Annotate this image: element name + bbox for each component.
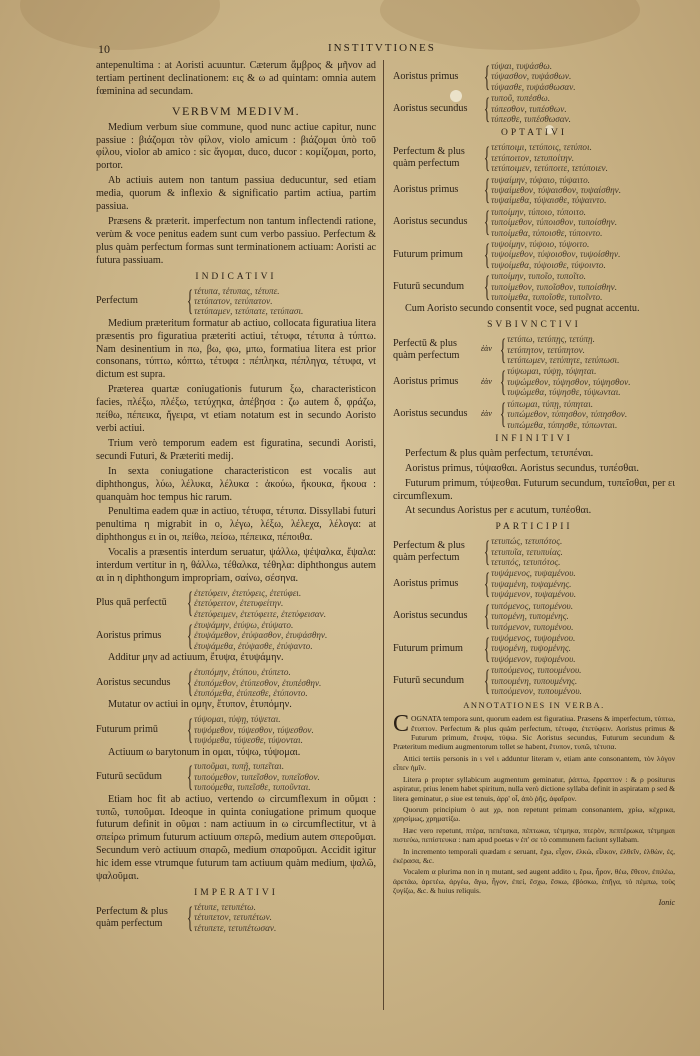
mood-heading: IMPERATIVI <box>194 888 278 898</box>
conjugation-future1 <box>96 714 376 745</box>
conjugation-par-future2 <box>393 665 675 696</box>
conjugation-future2 <box>96 761 376 792</box>
page-header <box>0 42 700 58</box>
tense-label: Futurū secundum <box>393 280 465 292</box>
brace-icon: { <box>186 712 194 746</box>
conjugation-opt-aorist1 <box>393 175 675 206</box>
brace-icon: { <box>483 663 491 697</box>
tense-label: Aoristus primus <box>393 578 459 590</box>
paragraph: In sexta coniugatione characteristicon est vocalis aut diphthongus, λύω, λέλυκα, λέλυκα : ἀκούω, ἤκουκα, ἤκουα : quanquàm hoc tempus hic rarum. <box>96 465 376 503</box>
mood-heading: OPTATIVI <box>501 128 567 139</box>
column-rule <box>383 60 384 1010</box>
paragraph: Futurum primum, τύψεσθαι. Futurum secundum, τυπεῖσθαι, per ει circumflexum. <box>393 477 675 502</box>
running-head: INSTITVTIONES <box>328 42 436 54</box>
paragraph: Etiam hoc fit ab actiuo, vertendo ω circumflexum in οῦμαι : τυπῶ, τυποῦμαι. Ideoque in quinta coniugatione primum quoque futurum definit in οῦμαι : nam actiuum in ω circumflectitur, vt à σπείρω primum futurum actiuum σπερῶ, medium autem σπεροῦμαι. Secundum verò actiuum σπαρῶ, medium σπαροῦμαι. Accidit igitur hic idem esse vtrumque futurum tam actiuum quàm medium, ψαλῶ, ψαλοῦμαι. <box>96 793 376 883</box>
paragraph: Præterea quartæ coniugationis futurum ξω, characteristicon facies, πλέξω, πλέξω, τετύχηκα, ἀπέβησα : ζω autem δ, φράζω, πείθω, πέπεικα, ἤγειρα, vt etiam notatum est in secundo Aoristo verbi actiui. <box>96 384 376 434</box>
tense-label: Perfectum & plus quàm perfectum <box>393 539 465 563</box>
verb-forms: τυποίμην, τυποῖο, τυποῖτο. τυποίμεθον, τυποῖσθον, τυποίσθην. τυποίμεθα, τυποῖσθε, τυποῖντο. <box>491 271 618 303</box>
verb-forms: τυψάμενος, τυψαμένου. τυψαμένη, τυψαμένης. τυψάμενον, τυψαμένου. <box>491 568 577 600</box>
brace-icon: { <box>186 284 194 318</box>
tense-label: Futurū secundum <box>393 674 465 686</box>
conjugation-perfectum <box>96 286 376 317</box>
mood-heading: SVBIVNCTIVI <box>487 320 581 331</box>
paragraph: Præsens & præterit. imperfectum non tantum inflectendi ratione, verùm & voce penitus eadem sunt cum verbo passiuo. Perfectum & plus quàm perfectum formas sunt terminationem actiuam: Aoristi ac futura passiuam. <box>96 215 376 266</box>
brace-icon: { <box>483 140 491 174</box>
conjugation-par-perfect <box>393 536 675 567</box>
verb-forms: τυπόμενος, τυπομένου. τυπομένη, τυπομένης. τυπόμενον, τυπομένου. <box>491 600 574 632</box>
annotations <box>393 711 676 907</box>
verb-forms: τετύποιμι, τετύποις, τετύποι. τετύποιτον, τετυποίτην. τετύποιμεν, τετύποιτε, τετύποιεν. <box>491 142 608 174</box>
conjugation-opt-future2 <box>393 271 675 302</box>
conjugation-opt-aorist2 <box>393 207 675 238</box>
tense-label: Futurum primum <box>393 642 463 654</box>
verb-forms: τυποῦ, τυπέσθω. τύπεσθον, τυπέσθων. τύπεσθε, τυπέσθωσαν. <box>491 93 571 125</box>
verb-forms: ἐτετύφειν, ἐτετύφεις, ἐτετύφει. ἐτετύφειτον, ἐτετυφείτην. ἐτετύφειμεν, ἐτετύφειτε, ἐτετύφεισαν. <box>194 587 327 619</box>
particle: ἐὰν <box>481 344 492 354</box>
conjugation-sub-aorist2 <box>393 399 675 430</box>
verb-forms: τετυπώς, τετυπότος. τετυπυῖα, τετυπυίας. τετυπός, τετυπότος. <box>491 536 563 568</box>
tense-label: Aoristus primus <box>393 184 459 196</box>
paragraph: Ab actiuis autem non tantum passiua deducuntur, sed etiam media, quorum & inflexio & significatio partim actiua, partim passiua. <box>96 175 376 213</box>
conjugation-par-future1 <box>393 633 675 664</box>
verb-forms: τυποίμην, τύποιο, τύποιτο. τυποίμεθον, τύποισθον, τυποίσθην. τυποίμεθα, τύποισθε, τύποιντο. <box>491 206 618 238</box>
brace-icon: { <box>483 567 491 601</box>
paragraph: Trium verò temporum eadem est figuratina, secundi Aoristi, secundi Futuri, & Præteriti medij. <box>96 437 376 462</box>
tense-label: Aoristus secundus <box>393 216 468 228</box>
paragraph: Cum Aoristo secundo consentit voce, sed pugnat accentu. <box>405 303 640 315</box>
mood-heading: INFINITIVI <box>495 433 573 444</box>
conjugation-imperative-perfect <box>96 902 376 933</box>
intro-text: antepenultima : at Aoristi acuuntur. Cæterum ἄμβρος & μῆνον ad tertiam pertinent declinationem: εις & ω ad quintam: omnia autem fœminina ad secundam. <box>96 60 376 97</box>
brace-icon: { <box>483 237 491 271</box>
conjugation-par-aorist1 <box>393 568 675 599</box>
catchword: Ionic <box>658 897 675 907</box>
tense-label: Aoristus secundus <box>393 610 468 622</box>
left-column <box>96 60 376 934</box>
brace-icon: { <box>483 269 491 303</box>
paragraph: Medium præteritum formatur ab actiuo, collocata figuratiua litera præsentis pro figuratiua præteriti actiui, τέτυφα, τέτυπα à τύπτω. Nam desinentium in πω, βω, φω, μπω, formatiua litera est prior consonans, τύπτω, κόπτω, τέτυφα : πέπληκα, πέπληγα, τέτυφα, vt dictum est supra. <box>96 317 376 381</box>
brace-icon: { <box>483 59 491 93</box>
brace-icon: { <box>499 332 507 366</box>
paragraph: At secundus Aoristus per ε acutum, τυπέσθαι. <box>405 505 592 517</box>
particle: ἐὰν <box>481 376 492 386</box>
tense-label: Aoristus secundus <box>393 102 468 114</box>
section-title: VERBVM MEDIVM. <box>171 103 301 118</box>
brace-icon: { <box>186 665 194 699</box>
right-column <box>393 60 675 907</box>
annotations-heading: ANNOTATIONES IN VERBA. <box>463 700 605 711</box>
verb-forms: τέτυπε, τετυπέτω. τέτυπετον, τετυπέτων. τέτυπετε, τετυπέτωσαν. <box>194 901 277 933</box>
verb-forms: τύψαι, τυψάσθω. τύψασθον, τυψάσθων. τύψασθε, τυψάσθωσαν. <box>491 61 576 92</box>
conjugation-sub-aorist1 <box>393 366 675 397</box>
mood-heading: PARTICIPII <box>495 522 573 533</box>
brace-icon: { <box>483 91 491 125</box>
conjugation-aorist1 <box>96 620 376 651</box>
conjugation-imp-aorist2 <box>393 93 675 124</box>
annotation-text: In incremento temporali quædam ε seruant, ἔχω, εἶχον, ἐλκὼ, εἷλκον, ἐλθεῖν, ἐλθὼν, ἐς, ἐκέρασα, &c. <box>393 846 675 865</box>
brace-icon: { <box>186 900 194 934</box>
verb-forms: τύψομαι, τύψῃ, τύψεται. τυψόμεθον, τύψεσθον, τύψεσθον. τυψόμεθα, τύψεσθε, τύψονται. <box>194 714 314 746</box>
verb-forms: τέτυπα, τέτυπας, τέτυπε. τετύπατον, τετύπατον. τετύπαμεν, τετύπατε, τετύπασι. <box>194 285 304 317</box>
conjugation-opt-perfect <box>393 142 675 173</box>
annotation-text: Attici tertiis personis in ι vel ι adduntur literam ν, etiam ante consonantem, τὸν λόγον εἶπεν ἡμῖν. <box>393 753 675 773</box>
brace-icon: { <box>186 760 194 794</box>
verb-forms: τυποῦμαι, τυπῇ, τυπεῖται. τυπούμεθον, τυπεῖσθον, τυπεῖσθον. τυπούμεθα, τυπεῖσθε, τυποῦνται. <box>194 761 320 793</box>
conjugation-imp-aorist1 <box>393 61 675 92</box>
paragraph: Vocalis a præsentis interdum seruatur, ψάλλω, ψέψαλκα, ἔψαλα: interdum vertitur in η, θάλλω, τέθαλκα, τέθηλα: diphthongus autem αι in η diphthongum impropriam, σαίνω, σέσηνα. <box>96 547 376 584</box>
tense-label: Perfectum & plus quàm perfectum <box>96 905 168 929</box>
verb-forms: τυψοίμην, τύψοιο, τύψοιτο. τυψοίμεθον, τύψοισθον, τυψοίσθην. τυψοίμεθα, τύψοισθε, τύψοιντο. <box>491 239 621 270</box>
paragraph: Actiuum ω barytonum in ομαι, τύψω, τύψομαι. <box>108 746 301 758</box>
mood-heading: INDICATIVI <box>195 271 277 282</box>
brace-icon: { <box>499 397 507 431</box>
brace-icon: { <box>186 618 194 652</box>
conjugation-aorist2 <box>96 667 376 698</box>
drop-cap: C <box>393 711 410 738</box>
conjugation-sub-perfect <box>393 334 675 365</box>
verb-forms: ἐτυπόμην, ἐτύπου, ἐτύπετο. ἐτυπόμεθον, ἐτύπεσθον, ἐτυπέσθην. ἐτυπόμεθα, ἐτύπεσθε, ἐτύποντο. <box>194 667 322 698</box>
verb-forms: τυψαίμην, τύψαιο, τύψαιτο. τυψαίμεθον, τύψαισθον, τυψαίσθην. τυψαίμεθα, τύψαισθε, τύψαιντο. <box>491 174 622 206</box>
brace-icon: { <box>499 365 507 399</box>
brace-icon: { <box>483 631 491 665</box>
brace-icon: { <box>186 586 194 620</box>
brace-icon: { <box>483 599 491 633</box>
page-number: 10 <box>98 42 110 56</box>
paragraph: Aoristus primus, τύψασθαι. Aoristus secundus, τυπέσθαι. <box>405 462 639 474</box>
tense-label: Perfectum <box>96 295 138 307</box>
annotation-text: Vocalem α plurima non in η mutant, sed augent addito ι, ἕρω, ἦρον, θέω, ἔθεον, ἐπιλέω, ἀρετάω, ἀρετέω, ἀργέω, ἄγω, ἦγον, ἐπεί, ἔσχω, ἔσκω, ἐβόσκω, ἐπῆγα, τὸ πέμπω, τοὺς ζυγίζω, &c. & huius reliquis. <box>393 867 675 896</box>
tense-label: Plus quā perfectū <box>96 597 167 609</box>
annotation-text: Quorum principium ὁ aut χρ, non repetunt primam consonantem, χρίω, κέχρικα, χρησίμως, χρηματίζω. <box>393 804 675 824</box>
tense-label: Aoristus secundus <box>96 676 171 688</box>
annotation-text: Litera ρ propter syllabicum augmentum geminatur, ῥάπτω, ἔρραπτον : & ρ positurus aspiratur, prius lenem habet spiritum, nulla verò dictione syllaba definit in aspiratam ρ sed & litera geminatur, ρ siue est tenuis, ἀρρ' οἶ, ἀπὸ ῥῆς, ἀφαῖρον. <box>393 774 675 803</box>
verb-forms: τύπωμαι, τύπῃ, τύπηται. τυπώμεθον, τύπησθον, τύπησθον. τυπώμεθα, τύπησθε, τύπωνται. <box>507 398 628 430</box>
tense-label: Perfectum & plus quàm perfectum <box>393 145 465 169</box>
verb-forms: ἐτυψάμην, ἐτύψω, ἐτύψατο. ἐτυψάμεθον, ἐτύψασθον, ἐτυψάσθην. ἐτυψάμεθα, ἐτύψασθε, ἐτύψαντο. <box>194 620 328 651</box>
paragraph: Mutatur ον actiui in ομην, ἔτυπον, ἐτυπόμην. <box>108 699 292 711</box>
verb-forms: τετύπω, τετύπῃς, τετύπῃ. τετύπητον, τετύπητον. τετύπωμεν, τετύπητε, τετύπωσι. <box>507 334 620 366</box>
tense-label: Futurum primum <box>393 248 463 260</box>
tense-label: Aoristus primus <box>393 70 459 82</box>
tense-label: Aoristus secundus <box>393 408 468 420</box>
paragraph: Medium verbum siue commune, quod nunc actiue capitur, nunc passiue : βιάζομαι τὸν φίλον, violo amicum : βιάζομαι ὑπὸ τοῦ φίλου, violor ab amico : sic ἄγομαι, duco, ducor : κομίζομαι, porto, portor. <box>96 121 376 172</box>
tense-label: Aoristus primus <box>96 629 162 641</box>
paragraph: Additur μην ad actiuum, ἔτυψα, ἐτυψάμην. <box>108 652 284 664</box>
verb-forms: τύψωμαι, τύψῃ, τύψηται. τυψώμεθον, τύψησθον, τύψησθον. τυψώμεθα, τύψησθε, τύψωνται. <box>507 366 631 398</box>
paragraph: Perfectum & plus quàm perfectum, τετυπέναι. <box>405 447 594 459</box>
conjugation-par-aorist2 <box>393 601 675 632</box>
annotation-text: OGNATA tempora sunt, quorum eadem est figuratiua. Præsens & imperfectum, τύπτω, ἔτυπτον. Perfectum & plus quàm perfectum, τέτυφα, ἐτετύφειν. Aoristus primus & Futurum primum, ἔτυψα, τύψω. Sic Aoristus secundus, Futurum secundum & Præteritum medium augmentorum tollet se habent, ἔτυπον, τυπῶ, τέτυπα. <box>393 714 676 752</box>
verb-forms: τυψόμενος, τυψομένου. τυψομένη, τυψομένης. τυψόμενον, τυψομένου. <box>491 632 576 664</box>
paragraph: Penultima eadem quæ in actiuo, τέτυφα, τέτυπα. Dissyllabi futuri penultima η migrabit in ο, λέγω, λέξω, λέλεχα, λέλογα: at diphthongus ει in οι, πείθω, πείσω, πέπεικα, πέποιθα. <box>96 506 376 544</box>
verb-forms: τυπούμενος, τυπουμένου. τυπουμένη, τυπουμένης. τυπούμενον, τυπουμένου. <box>491 665 582 696</box>
brace-icon: { <box>483 534 491 568</box>
tense-label: Perfectū & plus quàm perfectum <box>393 337 460 361</box>
particle: ἐὰν <box>481 408 492 418</box>
brace-icon: { <box>483 205 491 239</box>
tense-label: Futurum primū <box>96 723 158 735</box>
conjugation-plusquam <box>96 588 376 619</box>
annotation-text: Hæc vero repetunt, πτέρα, πεπέτακα, πέπτωκα, τέτμηκα, πτερὸν, πεπτέρωκα, τέτμημαι πιστεύω, πεπίστευκα : nam apud poetas ν ἐπ' σε τὸ communem faciunt syllabam. <box>393 825 675 845</box>
tense-label: Futurū secūdum <box>96 771 162 783</box>
tense-label: Aoristus primus <box>393 376 459 388</box>
conjugation-opt-future1 <box>393 239 675 270</box>
brace-icon: { <box>483 173 491 207</box>
